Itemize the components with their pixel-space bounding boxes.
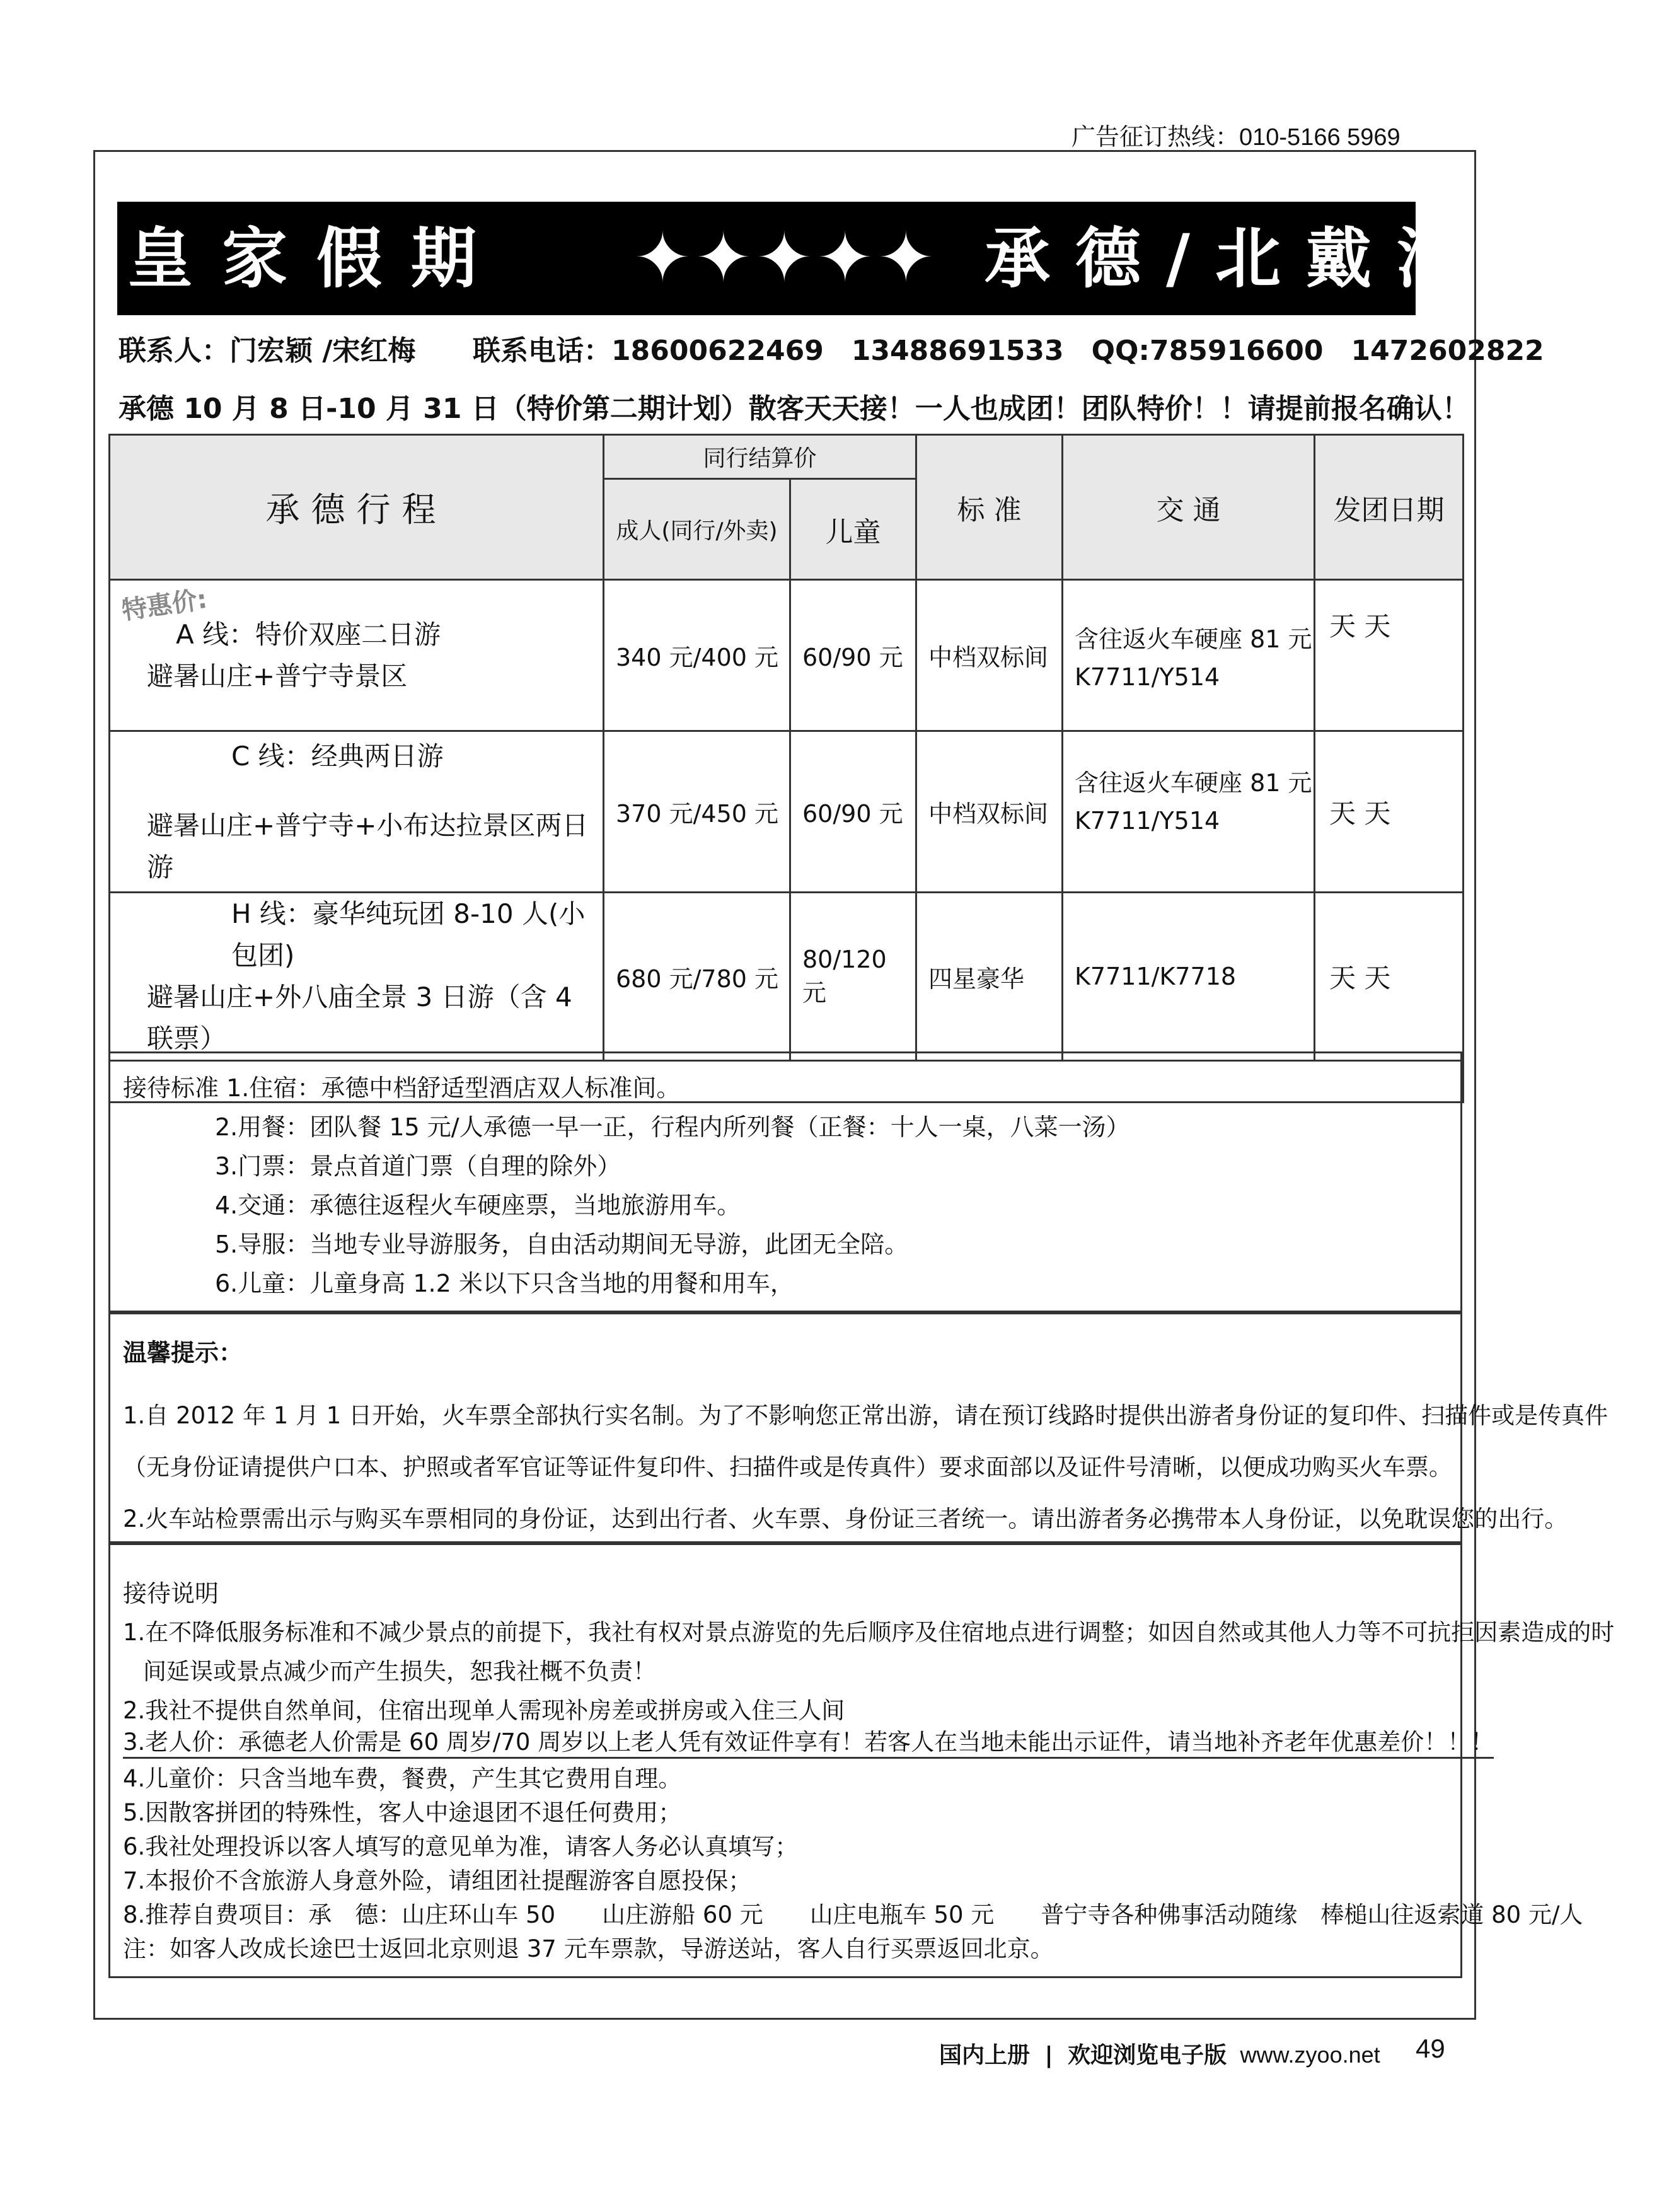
standard-item: 接待标准 1.住宿：承德中档舒适型酒店双人标准间。: [123, 1074, 681, 1102]
brand-name: 皇家假期: [127, 220, 506, 297]
page-footer: [939, 2037, 1380, 2070]
transport-fare: 含往返火车硬座 81 元: [1075, 625, 1312, 653]
table-row: [110, 731, 1464, 893]
header-adult: 成人(同行/外卖): [604, 479, 790, 580]
warm-tips: [108, 1312, 1608, 1543]
adult-price: 340 元/400 元: [604, 580, 790, 731]
footer-url[interactable]: www.zyoo.net: [1240, 2042, 1380, 2068]
route-title: 承德/北戴河专线: [985, 220, 1669, 297]
ad-hotline: 广告征订热线：010-5166 5969: [1071, 124, 1400, 151]
standard-item: 2.用餐：团队餐 15 元/人承德一早一正，行程内所列餐（正餐：十人一桌，八菜一汤）: [215, 1113, 1130, 1141]
title-banner: [117, 202, 1669, 315]
header-price-group: 同行结算价: [604, 435, 916, 479]
tip-paragraph: 2.火车站检票需出示与购买车票相同的身份证，达到出行者、火车票、身份证三者统一。请出游者务必携带本人身份证，以免耽误您的出行。: [123, 1505, 1568, 1532]
header-departure: 发团日期: [1315, 435, 1464, 580]
contact-line: [118, 328, 1544, 368]
standard-item: 5.导服：当地专业导游服务，自由活动期间无导游，此团无全陪。: [215, 1230, 909, 1258]
adult-price: 680 元/780 元: [604, 893, 790, 1061]
table-row: [110, 893, 1464, 1061]
header-standard: 标 准: [916, 435, 1063, 580]
tip-paragraph: （无身份证请提供户口本、护照或者军官证等证件复印件、扫描件或是传真件）要求面部以及证件号清晰，以便成功购买火车票。: [123, 1454, 1452, 1481]
note-item: 5.因散客拼团的特殊性，客人中途退团不退任何费用；: [123, 1799, 682, 1826]
tips-title: 温馨提示：: [123, 1339, 243, 1367]
departure-days: 天 天: [1315, 731, 1464, 893]
child-price: 60/90 元: [790, 731, 916, 893]
departure-days: 天 天: [1315, 580, 1464, 731]
note-item: 4.儿童价：只含当地车费，餐费，产生其它费用自理。: [123, 1765, 682, 1792]
standard-item: 6.儿童：儿童身高 1.2 米以下只含当地的用餐和用车，: [215, 1270, 794, 1297]
transport-cell: [1063, 580, 1315, 731]
note-item: 注：如客人改成长途巴士返回北京则退 37 元车票款，导游送站，客人自行买票返回北京。: [123, 1935, 1054, 1962]
route-sights: 避暑山庄+外八庙全景 3 日游（含 4 联票）: [147, 982, 572, 1054]
note-item: 7.本报价不含旅游人身意外险，请组团社提醒游客自愿投保；: [123, 1867, 752, 1894]
note-item: 2.我社不提供自然单间，住宿出现单人需现补房差或拼房或入住三人间: [123, 1697, 845, 1724]
reception-notes: [108, 1543, 1615, 1978]
tip-paragraph: 1.自 2012 年 1 月 1 日开始，火车票全部执行实名制。为了不影响您正常出游，请在预订线路时提供出游者身份证的复印件、扫描件或是传真件: [123, 1402, 1608, 1429]
standard-item: 4.交通：承德往返程火车硬座票，当地旅游用车。: [215, 1191, 741, 1219]
route-cell: [110, 731, 604, 893]
route-name: H 线：豪华纯玩团 8-10 人(小包团): [231, 898, 586, 971]
contact-person: 联系人：门宏颖 /宋红梅: [118, 335, 416, 367]
train-numbers: K7711/Y514: [1075, 663, 1220, 691]
route-sights: 避暑山庄+普宁寺+小布达拉景区两日游: [147, 809, 589, 883]
contact-phone: 联系电话：18600622469 13488691533 QQ:785916600 1472602822: [473, 335, 1544, 367]
room-standard: 中档双标间: [916, 731, 1063, 893]
route-sights: 避暑山庄+普宁寺景区: [147, 660, 408, 692]
train-numbers: K7711/Y514: [1075, 807, 1220, 835]
note-item: 8.推荐自费项目：承 德：山庄环山车 50 山庄游船 60 元 山庄电瓶车 50 元 普宁寺各种佛事活动随缘 棒槌山往返索道 80 元/人: [123, 1901, 1583, 1928]
footer-separator: |: [1044, 2042, 1053, 2068]
transport-fare: 含往返火车硬座 81 元: [1075, 769, 1312, 797]
child-price: 60/90 元: [790, 580, 916, 731]
route-name: A 线：特价双座二日游: [176, 618, 441, 650]
note-item: 3.老人价：承德老人价需是 60 周岁/70 周岁以上老人凭有效证件享有！若客人在当地未能出示证件，请当地补齐老年优惠差价！！！: [123, 1723, 1494, 1759]
route-name: C 线：经典两日游: [231, 740, 444, 772]
standard-item: 3.门票：景点首道门票（自理的除外）: [215, 1152, 621, 1180]
route-cell: [110, 893, 604, 1061]
footer-slogan: 欢迎浏览电子版: [1068, 2042, 1227, 2068]
special-price-stamp: 特惠价:: [120, 584, 209, 626]
note-item: 6.我社处理投诉以客人填写的意见单为准，请客人务必认真填写；: [123, 1833, 799, 1860]
note-item: 间延误或景点减少而产生损失，恕我社概不负责！: [143, 1658, 656, 1685]
room-standard: 中档双标间: [916, 580, 1063, 731]
service-standards: [108, 1051, 1462, 1312]
table-row: [110, 580, 1464, 731]
notes-title: 接待说明: [123, 1580, 219, 1607]
route-cell: [110, 580, 604, 731]
departure-days: 天 天: [1315, 893, 1464, 1061]
plan-headline: 承德 10 月 8 日-10 月 31 日（特价第二期计划）散客天天接！一人也成团！团队特价！！请提前报名确认！: [118, 393, 1470, 425]
itinerary-table: [108, 434, 1464, 1103]
footer-section: 国内上册: [939, 2042, 1031, 2068]
header-route: 承德行程: [110, 435, 604, 580]
header-child: 儿童: [790, 479, 916, 580]
transport-cell: [1063, 731, 1315, 893]
header-transport: 交 通: [1063, 435, 1315, 580]
note-item: 1.在不降低服务标准和不减少景点的前提下，我社有权对景点游览的先后顺序及住宿地点进行调整；如因自然或其他人力等不可抗拒因素造成的时: [123, 1619, 1615, 1646]
star-rating-icon: ✦✦✦✦✦: [634, 219, 938, 298]
page-number: 49: [1416, 2034, 1445, 2063]
adult-price: 370 元/450 元: [604, 731, 790, 893]
child-price: 80/120 元: [790, 893, 916, 1061]
room-standard: 四星豪华: [916, 893, 1063, 1061]
train-numbers: K7711/K7718: [1063, 893, 1315, 1061]
